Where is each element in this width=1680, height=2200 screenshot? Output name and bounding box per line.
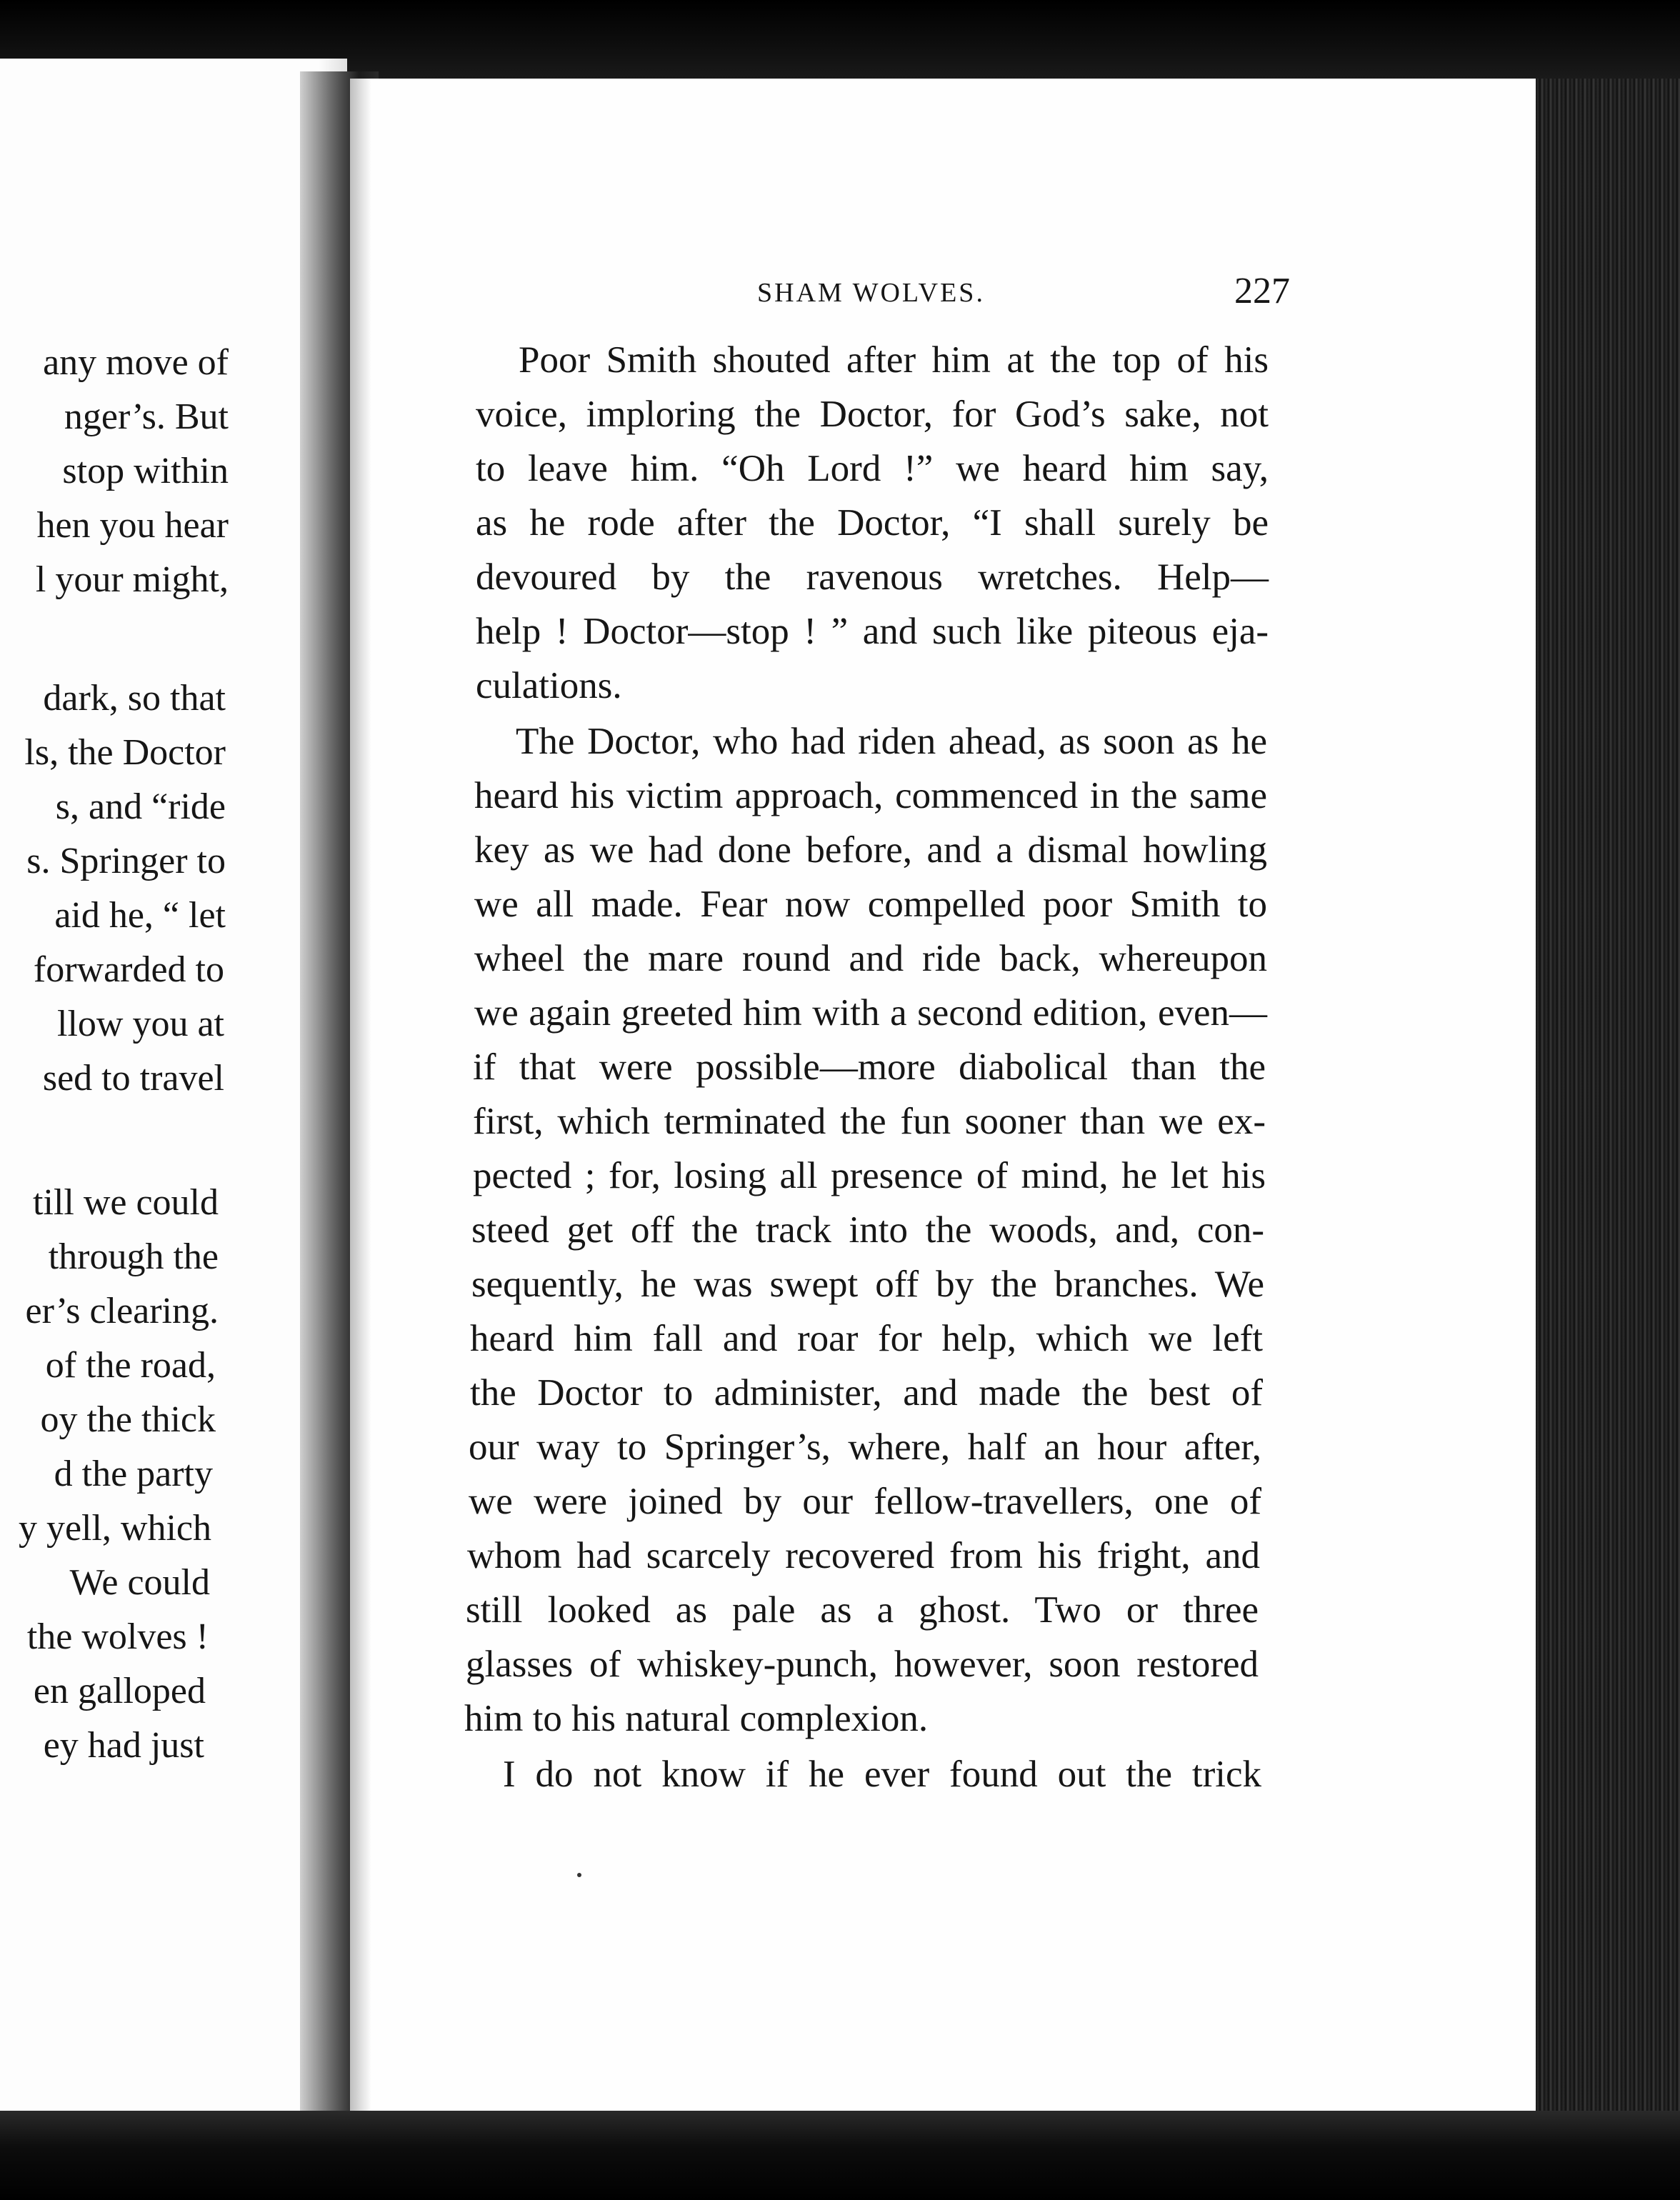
left-line: er’s clearing. [25, 1291, 219, 1331]
left-line: s, and “ride [55, 786, 226, 827]
left-line: any move of [43, 342, 229, 383]
ink-speck [577, 1873, 581, 1877]
text-line: first, which terminated the fun sooner than we ex- [473, 1101, 1266, 1142]
text-line: pected ; for, losing all presence of mind, he let his [473, 1155, 1266, 1196]
left-line: We could [69, 1562, 210, 1603]
bottom-shadow [0, 2111, 1680, 2200]
left-line: y yell, which [18, 1508, 211, 1549]
left-line: nger’s. But [64, 396, 229, 437]
left-line: sed to travel [42, 1058, 224, 1099]
text-line: whom had scarcely recovered from his fright, and [467, 1535, 1260, 1576]
left-line: forwarded to [33, 949, 224, 990]
page-number: 227 [1234, 271, 1290, 311]
text-line: culations. [476, 665, 622, 706]
left-line: ls, the Doctor [24, 732, 226, 773]
text-line: him to his natural complexion. [464, 1698, 929, 1739]
right-page [350, 79, 1550, 2111]
text-line: I do not know if he ever found out the trick [503, 1754, 1261, 1795]
text-line: key as we had done before, and a dismal howling [474, 829, 1267, 871]
left-line: ey had just [43, 1725, 204, 1766]
left-line: till we could [33, 1182, 219, 1223]
text-line: we were joined by our fellow-travellers, one of [469, 1481, 1261, 1522]
left-line: dark, so that [43, 678, 226, 719]
text-line: our way to Springer’s, where, half an hour after, [469, 1426, 1261, 1468]
text-line: wheel the mare round and ride back, whereupon [474, 938, 1267, 979]
page-stack-edge [1536, 79, 1680, 2150]
left-line: of the road, [45, 1345, 216, 1386]
text-line: the Doctor to administer, and made the best of [470, 1372, 1263, 1414]
left-line: d the party [54, 1454, 213, 1494]
running-head [350, 270, 1550, 313]
text-line: sequently, he was swept off by the branches. We [471, 1264, 1264, 1305]
text-line: voice, imploring the Doctor, for God’s sake, not [476, 394, 1269, 435]
left-line: aid he, “ let [54, 895, 226, 936]
left-line: s. Springer to [26, 841, 226, 881]
left-line: oy the thick [40, 1399, 216, 1440]
text-line: Poor Smith shouted after him at the top of his [519, 339, 1269, 381]
left-line: stop within [62, 451, 229, 491]
left-line: llow you at [57, 1004, 224, 1044]
left-line: through the [48, 1236, 219, 1277]
text-line: we again greeted him with a second edition, even— [474, 992, 1267, 1034]
running-head-title: SHAM WOLVES. [757, 278, 985, 308]
text-line: we all made. Fear now compelled poor Smith to [474, 884, 1267, 925]
left-line: the wolves ! [26, 1616, 209, 1657]
text-line: to leave him. “Oh Lord !” we heard him say, [476, 448, 1269, 489]
text-line: heard his victim approach, commenced in the same [474, 775, 1267, 816]
text-line: heard him fall and roar for help, which we left [470, 1318, 1263, 1359]
left-line: hen you hear [36, 505, 229, 546]
text-line: still looked as pale as a ghost. Two or three [466, 1589, 1259, 1631]
text-line: glasses of whiskey-punch, however, soon restored [466, 1644, 1259, 1685]
text-line: steed get off the track into the woods, and, con- [471, 1209, 1264, 1251]
text-line: as he rode after the Doctor, “I shall surely be [476, 502, 1269, 544]
text-line: devoured by the ravenous wretches. Help— [476, 556, 1269, 598]
left-page [0, 59, 347, 2112]
left-line: l your might, [35, 559, 229, 600]
text-line: The Doctor, who had riden ahead, as soon as he [516, 721, 1267, 762]
text-line: help ! Doctor—stop ! ” and such like piteous eja- [476, 611, 1269, 652]
left-line: en galloped [33, 1671, 206, 1711]
text-line: if that were possible—more diabolical than the [473, 1046, 1266, 1088]
